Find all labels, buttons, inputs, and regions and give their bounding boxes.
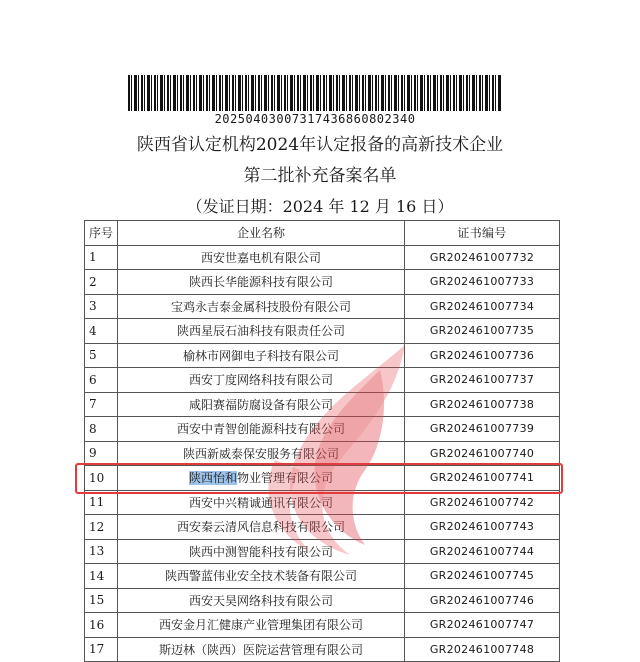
table-row	[85, 294, 560, 319]
row-serial: 8	[85, 417, 118, 442]
row-serial: 11	[85, 490, 118, 515]
row-cert-number: GR202461007748	[405, 637, 560, 662]
row-serial: 7	[85, 392, 118, 417]
row-company-name: 西安中青智创能源科技有限公司	[118, 417, 405, 442]
table-header-row	[85, 221, 560, 246]
row-cert-number: GR202461007732	[405, 245, 560, 270]
row-serial: 1	[85, 245, 118, 270]
row-company-name: 咸阳赛福防腐设备有限公司	[118, 392, 405, 417]
row-cert-number: GR202461007747	[405, 613, 560, 638]
row-cert-number: GR202461007746	[405, 588, 560, 613]
row-company-name: 西安世嘉电机有限公司	[118, 245, 405, 270]
row-company-name: 西安秦云清风信息科技有限公司	[118, 515, 405, 540]
row-company-name: 宝鸡永吉泰金属科技股份有限公司	[118, 294, 405, 319]
table-row	[85, 343, 560, 368]
row-serial: 2	[85, 270, 118, 295]
row-serial: 12	[85, 515, 118, 540]
table-row	[85, 270, 560, 295]
row-cert-number: GR202461007738	[405, 392, 560, 417]
header-serial: 序号	[85, 221, 118, 246]
row-company-name: 陕西新威泰保安服务有限公司	[118, 441, 405, 466]
table-row	[85, 539, 560, 564]
row-company-name: 陕西中测智能科技有限公司	[118, 539, 405, 564]
row-cert-number: GR202461007737	[405, 368, 560, 393]
table-row	[85, 319, 560, 344]
row-serial: 3	[85, 294, 118, 319]
table-row	[85, 245, 560, 270]
table-row	[85, 515, 560, 540]
table-row	[85, 441, 560, 466]
row-company-name: 西安丁度网络科技有限公司	[118, 368, 405, 393]
row-company-name: 陕西警蓝伟业安全技术装备有限公司	[118, 564, 405, 589]
row-serial: 9	[85, 441, 118, 466]
issue-date: （发证日期：2024 年 12 月 16 日）	[186, 197, 454, 216]
header-cert-number: 证书编号	[405, 221, 560, 246]
row-company-name: 榆林市网御电子科技有限公司	[118, 343, 405, 368]
row-cert-number: GR202461007745	[405, 564, 560, 589]
barcode	[128, 75, 502, 111]
table-row	[85, 417, 560, 442]
row-cert-number: GR202461007742	[405, 490, 560, 515]
company-table	[84, 220, 560, 662]
row-company-name: 西安金月汇健康产业管理集团有限公司	[118, 613, 405, 638]
row-cert-number: GR202461007743	[405, 515, 560, 540]
row-serial: 16	[85, 613, 118, 638]
row-company-name: 西安中兴精诚通讯有限公司	[118, 490, 405, 515]
header-company-name: 企业名称	[118, 221, 405, 246]
document-title: 陕西省认定机构2024年认定报备的高新技术企业	[136, 135, 504, 155]
table-row-highlighted	[85, 466, 560, 491]
table-row	[85, 392, 560, 417]
document-subtitle: 第二批补充备案名单	[243, 166, 397, 186]
table-row	[85, 564, 560, 589]
table-row	[85, 637, 560, 662]
row-cert-number: GR202461007735	[405, 319, 560, 344]
table-row	[85, 613, 560, 638]
row-cert-number: GR202461007733	[405, 270, 560, 295]
table-row	[85, 490, 560, 515]
row-cert-number: GR202461007740	[405, 441, 560, 466]
barcode-number: 20250403007317436860802340	[214, 112, 416, 126]
row-company-name	[118, 466, 405, 491]
row-company-name: 西安天昊网络科技有限公司	[118, 588, 405, 613]
row-serial: 14	[85, 564, 118, 589]
row-serial: 15	[85, 588, 118, 613]
row-company-name: 陕西长华能源科技有限公司	[118, 270, 405, 295]
row-cert-number: GR202461007741	[405, 466, 560, 491]
row-serial: 10	[85, 466, 118, 491]
row-serial: 13	[85, 539, 118, 564]
row-cert-number: GR202461007739	[405, 417, 560, 442]
row-company-name: 陕西星辰石油科技有限责任公司	[118, 319, 405, 344]
row-cert-number: GR202461007744	[405, 539, 560, 564]
row-serial: 5	[85, 343, 118, 368]
row-company-name-rest: 物业管理有限公司	[237, 471, 334, 486]
text-selection-highlight[interactable]: 陕西怡和	[188, 471, 237, 486]
row-cert-number: GR202461007736	[405, 343, 560, 368]
row-serial: 4	[85, 319, 118, 344]
table-row	[85, 588, 560, 613]
row-cert-number: GR202461007734	[405, 294, 560, 319]
row-serial: 6	[85, 368, 118, 393]
row-serial: 17	[85, 637, 118, 662]
table-row	[85, 368, 560, 393]
row-company-name: 斯迈林（陕西）医院运营管理有限公司	[118, 637, 405, 662]
